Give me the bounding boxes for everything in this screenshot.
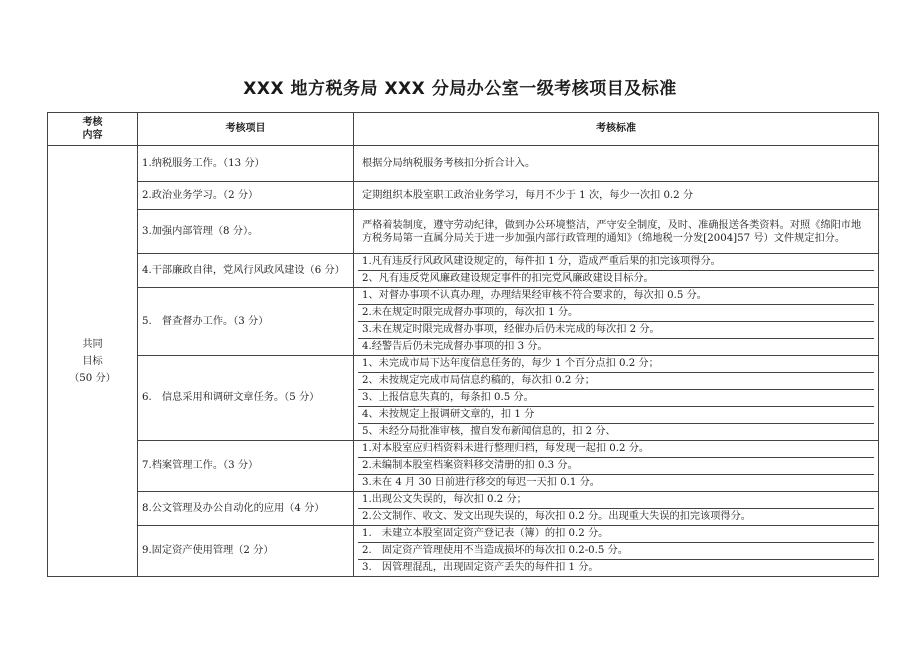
standard-line: 1、对督办事项不认真办理，办理结果经审核不符合要求的，每次扣 0.5 分。 <box>362 290 707 301</box>
header-category-line1: 考核 <box>82 117 103 128</box>
standard-line: 2、凡有违反党风廉政建设规定事件的扣完党风廉政建设目标分。 <box>358 270 874 287</box>
standard-line: 3. 因管理混乱，出现固定资产丢失的每件扣 1 分。 <box>358 559 874 576</box>
table-row <box>48 182 879 210</box>
standard-cell <box>354 146 879 182</box>
standard-line: 3.未在 4 月 30 日前进行移交的每迟一天扣 0.1 分。 <box>358 474 874 491</box>
item-cell: 6. 信息采用和调研文章任务。（5 分） <box>138 356 354 441</box>
standard-cell <box>354 526 879 577</box>
standard-line: 4、未按规定上报调研文章的，扣 1 分 <box>358 406 874 423</box>
standard-line: 1.出现公文失误的，每次扣 0.2 分； <box>362 494 527 505</box>
item-cell: 3.加强内部管理（8 分）。 <box>138 210 354 254</box>
standard-cell <box>354 356 879 441</box>
header-standard: 考核标准 <box>354 113 879 146</box>
table-row <box>48 492 879 526</box>
standard-line: 3.未在规定时限完成督办事项，经催办后仍未完成的每次扣 2 分。 <box>358 321 874 338</box>
table-row <box>48 526 879 577</box>
standard-cell <box>354 182 879 210</box>
standard-line: 2、未按规定完成市局信息约稿的，每次扣 0.2 分； <box>358 372 874 389</box>
standard-line: 1.对本股室应归档资料未进行整理归档，每发现一起扣 0.2 分。 <box>362 443 650 454</box>
document-title: XXX 地方税务局 XXX 分局办公室一级考核项目及标准 <box>243 79 677 99</box>
standard-line: 2.未在规定时限完成督办事项的，每次扣 1 分。 <box>358 304 874 321</box>
standard-line: 严格着装制度，遵守劳动纪律，做到办公环境整洁，严守安全制度，及时、准确报送各类资料。对照《绵阳市地方税务局第一直属分局关于进一步加强内部行政管理的通知》（绵地税一分发[2004]57 号）文件规定扣分。 <box>362 219 862 244</box>
standard-line: 2.未编制本股室档案资料移交清册的扣 0.3 分。 <box>358 457 874 474</box>
header-category <box>48 113 138 146</box>
header-category-line2: 内容 <box>82 130 103 141</box>
item-cell: 4.干部廉政自律，党风行风政风建设（6 分） <box>138 254 354 288</box>
category-line2: 目标 <box>82 355 103 367</box>
category-cell <box>48 146 138 577</box>
header-item: 考核项目 <box>138 113 354 146</box>
item-cell: 1.纳税服务工作。（13 分） <box>138 146 354 182</box>
item-cell: 7.档案管理工作。（3 分） <box>138 441 354 492</box>
standard-line: 3、上报信息失真的，每条扣 0.5 分。 <box>358 389 874 406</box>
standard-line: 1. 未建立本股室固定资产登记表（簿）的扣 0.2 分。 <box>362 528 609 539</box>
item-cell: 2.政治业务学习。（2 分） <box>138 182 354 210</box>
table-row <box>48 441 879 492</box>
table-header-row <box>48 113 879 146</box>
table-row <box>48 288 879 356</box>
standard-cell <box>354 288 879 356</box>
item-cell: 5. 督查督办工作。（3 分） <box>138 288 354 356</box>
standard-line: 2. 固定资产管理使用不当造成损坏的每次扣 0.2-0.5 分。 <box>358 542 874 559</box>
table-row <box>48 356 879 441</box>
standard-cell <box>354 492 879 526</box>
category-line1: 共同 <box>82 338 103 350</box>
category-line3: （50 分） <box>69 372 116 384</box>
standard-line: 1.凡有违反行风政风建设规定的，每件扣 1 分，造成严重后果的扣完该项得分。 <box>362 256 721 267</box>
item-cell: 9.固定资产使用管理（2 分） <box>138 526 354 577</box>
standard-line: 4.经警告后仍未完成督办事项的扣 3 分。 <box>358 338 874 355</box>
standard-cell <box>354 441 879 492</box>
standard-line: 2.公文制作、收文、发文出现失误的，每次扣 0.2 分。出现重大失误的扣完该项得分。 <box>358 508 874 525</box>
table-row <box>48 254 879 288</box>
standard-line: 定期组织本股室职工政治业务学习，每月不少于 1 次，每少一次扣 0.2 分 <box>362 190 694 201</box>
assessment-table <box>47 112 879 577</box>
standard-line: 1、未完成市局下达年度信息任务的，每少 1 个百分点扣 0.2 分； <box>362 358 659 369</box>
item-cell: 8.公文管理及办公自动化的应用（4 分） <box>138 492 354 526</box>
table-row <box>48 146 879 182</box>
standard-line: 5、未经分局批准审核，擅自发布新闻信息的，扣 2 分、 <box>358 423 874 440</box>
standard-line: 根据分局纳税服务考核扣分折合计入。 <box>362 158 536 169</box>
standard-cell <box>354 254 879 288</box>
table-row <box>48 210 879 254</box>
standard-cell <box>354 210 879 254</box>
